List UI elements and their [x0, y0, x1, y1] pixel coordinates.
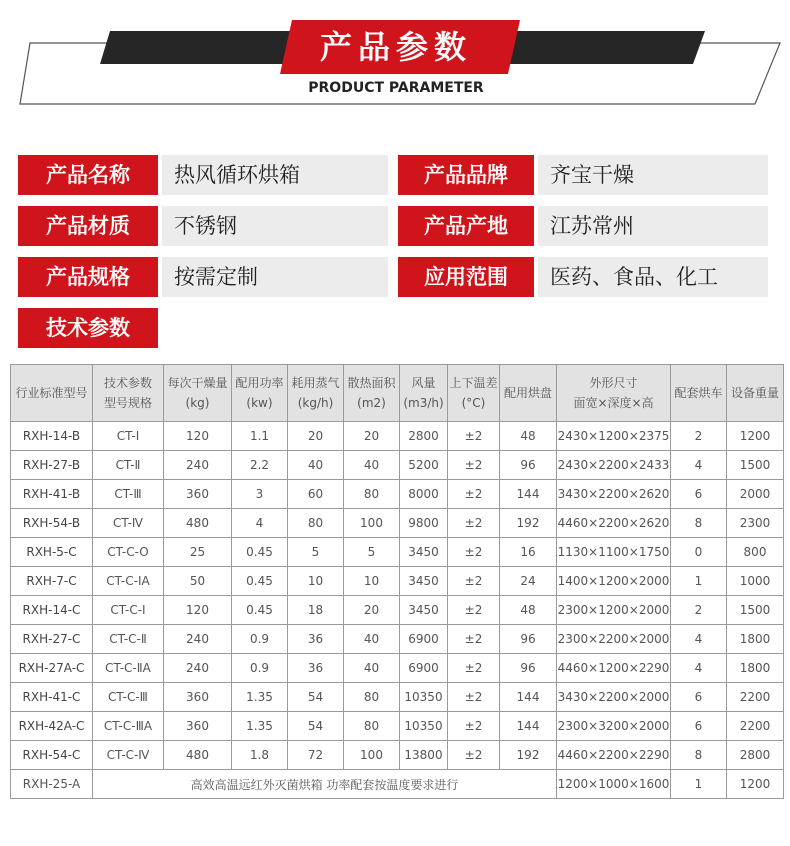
table-cell: 2430×1200×2375 [557, 422, 671, 451]
table-cell: 2300×2200×2000 [557, 625, 671, 654]
table-cell: 40 [344, 451, 400, 480]
table-cell: ±2 [448, 422, 500, 451]
table-cell: 4 [671, 625, 727, 654]
table-cell: 40 [344, 654, 400, 683]
table-cell: ±2 [448, 480, 500, 509]
header-row [11, 365, 784, 422]
table-cell: ±2 [448, 625, 500, 654]
spec-table [10, 364, 784, 799]
header-cell [288, 365, 344, 422]
table-cell: 120 [164, 596, 232, 625]
header-line1: 配用功率 [235, 376, 284, 390]
table-cell: RXH-7-C [11, 567, 93, 596]
table-cell: 16 [500, 538, 557, 567]
table-cell: 360 [164, 683, 232, 712]
table-cell: RXH-54-C [11, 741, 93, 770]
table-cell: 6 [671, 480, 727, 509]
table-cell: 0.9 [232, 654, 288, 683]
table-cell: 1130×1100×1750 [557, 538, 671, 567]
info-value-application: 医药、食品、化工 [538, 257, 768, 297]
product-info [0, 0, 790, 360]
table-cell: 1500 [727, 596, 784, 625]
table-row [11, 712, 784, 741]
header-cell [557, 365, 671, 422]
table-cell: RXH-41-B [11, 480, 93, 509]
header-cell [344, 365, 400, 422]
table-cell: 1.8 [232, 741, 288, 770]
table-row [11, 567, 784, 596]
table-cell: 192 [500, 509, 557, 538]
table-cell: 1.35 [232, 683, 288, 712]
header-line2: (m3/h) [403, 396, 444, 410]
table-cell: 2200 [727, 712, 784, 741]
table-cell: 0.45 [232, 596, 288, 625]
table-cell: 1 [671, 567, 727, 596]
table-cell: 1400×1200×2000 [557, 567, 671, 596]
table-cell: 240 [164, 654, 232, 683]
table-cell: 96 [500, 451, 557, 480]
header-line2: (kg) [185, 396, 210, 410]
table-cell: 3450 [400, 596, 448, 625]
table-cell: 100 [344, 741, 400, 770]
table-cell: 13800 [400, 741, 448, 770]
table-cell: 144 [500, 712, 557, 741]
table-cell: 2 [671, 422, 727, 451]
header-line2: (kw) [246, 396, 273, 410]
table-cell: 3 [232, 480, 288, 509]
table-cell: 80 [344, 712, 400, 741]
table-cell: 18 [288, 596, 344, 625]
table-cell: 6900 [400, 625, 448, 654]
table-cell: RXH-27-C [11, 625, 93, 654]
spec-table-header [11, 365, 784, 422]
table-cell: RXH-54-B [11, 509, 93, 538]
table-cell: 360 [164, 712, 232, 741]
header-cell [11, 365, 93, 422]
table-cell: CT-C-Ⅱ [93, 625, 164, 654]
table-cell: ±2 [448, 683, 500, 712]
model-cell: RXH-25-A [11, 770, 93, 799]
table-cell: 10 [344, 567, 400, 596]
header-cell [671, 365, 727, 422]
header-line1: 散热面积 [347, 376, 396, 390]
table-cell: 2200 [727, 683, 784, 712]
header-line1: 配套烘车 [674, 386, 723, 400]
table-row [11, 683, 784, 712]
table-cell: 54 [288, 712, 344, 741]
table-cell: 144 [500, 480, 557, 509]
carts-cell: 1 [671, 770, 727, 799]
header-cell [727, 365, 784, 422]
table-cell: 96 [500, 654, 557, 683]
header-line1: 耗用蒸气 [291, 376, 340, 390]
table-cell: 1800 [727, 654, 784, 683]
table-cell: RXH-41-C [11, 683, 93, 712]
table-cell: 100 [344, 509, 400, 538]
table-cell: ±2 [448, 596, 500, 625]
table-cell: 5 [344, 538, 400, 567]
table-cell: 2800 [727, 741, 784, 770]
table-cell: 4460×2200×2620 [557, 509, 671, 538]
table-cell: ±2 [448, 538, 500, 567]
table-cell: 2300×3200×2000 [557, 712, 671, 741]
header-cell [500, 365, 557, 422]
table-cell: 360 [164, 480, 232, 509]
table-cell: ±2 [448, 509, 500, 538]
table-cell: CT-C-O [93, 538, 164, 567]
info-label-tech: 技术参数 [18, 308, 158, 348]
table-cell: CT-Ⅱ [93, 451, 164, 480]
table-cell: 480 [164, 509, 232, 538]
table-cell: 80 [344, 480, 400, 509]
table-cell: CT-Ⅳ [93, 509, 164, 538]
table-cell: CT-C-Ⅲ [93, 683, 164, 712]
table-cell: 20 [344, 422, 400, 451]
table-cell: 0.9 [232, 625, 288, 654]
header-line1: 每次干燥量 [167, 376, 228, 390]
table-cell: 4 [671, 654, 727, 683]
table-cell: 1500 [727, 451, 784, 480]
table-cell: 2300×1200×2000 [557, 596, 671, 625]
table-cell: 4 [232, 509, 288, 538]
table-cell: 2800 [400, 422, 448, 451]
table-cell: ±2 [448, 451, 500, 480]
table-cell: 0 [671, 538, 727, 567]
table-cell: 60 [288, 480, 344, 509]
info-label-spec: 产品规格 [18, 257, 158, 297]
table-cell: ±2 [448, 712, 500, 741]
table-cell: 2000 [727, 480, 784, 509]
table-cell: CT-Ⅰ [93, 422, 164, 451]
table-cell: 6900 [400, 654, 448, 683]
table-row [11, 654, 784, 683]
header-line1: 风量 [411, 376, 436, 390]
table-cell: 8 [671, 509, 727, 538]
header-line2: (m2) [357, 396, 386, 410]
header-cell [164, 365, 232, 422]
table-cell: 48 [500, 596, 557, 625]
table-cell: CT-Ⅲ [93, 480, 164, 509]
table-cell: RXH-14-C [11, 596, 93, 625]
table-cell: 10350 [400, 683, 448, 712]
table-cell: RXH-27-B [11, 451, 93, 480]
table-cell: 20 [344, 596, 400, 625]
table-cell: 36 [288, 654, 344, 683]
table-cell: 3430×2200×2000 [557, 683, 671, 712]
spec-table-body [11, 422, 784, 799]
header-cell [448, 365, 500, 422]
info-value-brand: 齐宝干燥 [538, 155, 768, 195]
info-label-application: 应用范围 [398, 257, 534, 297]
table-cell: 4460×2200×2290 [557, 741, 671, 770]
header-line1: 上下温差 [449, 376, 498, 390]
table-cell: 24 [500, 567, 557, 596]
table-row [11, 625, 784, 654]
info-value-spec: 按需定制 [162, 257, 388, 297]
table-row [11, 480, 784, 509]
table-cell: 1800 [727, 625, 784, 654]
table-row [11, 451, 784, 480]
table-cell: 50 [164, 567, 232, 596]
info-label-material: 产品材质 [18, 206, 158, 246]
info-value-name: 热风循环烘箱 [162, 155, 388, 195]
table-cell: 20 [288, 422, 344, 451]
info-value-origin: 江苏常州 [538, 206, 768, 246]
header-line2: (kg/h) [297, 396, 334, 410]
table-cell: RXH-27A-C [11, 654, 93, 683]
table-cell: RXH-14-B [11, 422, 93, 451]
banner-title: 产品参数 [319, 28, 472, 66]
header-cell [400, 365, 448, 422]
info-label-origin: 产品产地 [398, 206, 534, 246]
table-cell: 240 [164, 451, 232, 480]
table-row [11, 422, 784, 451]
table-cell: ±2 [448, 567, 500, 596]
header-line2: 型号规格 [103, 396, 152, 410]
banner-subtitle: PRODUCT PARAMETER [308, 80, 484, 96]
table-cell: 40 [288, 451, 344, 480]
header-line1: 技术参数 [103, 376, 152, 390]
table-row [11, 596, 784, 625]
table-cell: 240 [164, 625, 232, 654]
table-row [11, 538, 784, 567]
table-cell: 3450 [400, 538, 448, 567]
table-cell: CT-C-Ⅳ [93, 741, 164, 770]
table-cell: 480 [164, 741, 232, 770]
table-row-last [11, 770, 784, 799]
table-cell: 80 [344, 683, 400, 712]
table-cell: CT-C-Ⅰ [93, 596, 164, 625]
table-cell: 144 [500, 683, 557, 712]
table-cell: RXH-5-C [11, 538, 93, 567]
table-cell: 40 [344, 625, 400, 654]
table-cell: 1.35 [232, 712, 288, 741]
table-cell: 1.1 [232, 422, 288, 451]
table-cell: 192 [500, 741, 557, 770]
table-cell: ±2 [448, 654, 500, 683]
table-cell: 2.2 [232, 451, 288, 480]
table-cell: 1200 [727, 422, 784, 451]
header-line1: 设备重量 [730, 386, 779, 400]
table-cell: 800 [727, 538, 784, 567]
table-cell: 6 [671, 683, 727, 712]
table-cell: 48 [500, 422, 557, 451]
table-cell: 2430×2200×2433 [557, 451, 671, 480]
table-cell: 96 [500, 625, 557, 654]
table-cell: 4 [671, 451, 727, 480]
table-cell: CT-C-ⅠA [93, 567, 164, 596]
table-cell: 8 [671, 741, 727, 770]
table-cell: 1000 [727, 567, 784, 596]
table-cell: 2300 [727, 509, 784, 538]
header-cell [232, 365, 288, 422]
header-line1: 外形尺寸 [589, 376, 638, 390]
table-cell: 3430×2200×2620 [557, 480, 671, 509]
info-label-name: 产品名称 [18, 155, 158, 195]
table-cell: 0.45 [232, 567, 288, 596]
table-row [11, 741, 784, 770]
table-cell: 36 [288, 625, 344, 654]
header-line1: 行业标准型号 [15, 386, 88, 400]
table-cell: RXH-42A-C [11, 712, 93, 741]
table-cell: 5200 [400, 451, 448, 480]
table-cell: 6 [671, 712, 727, 741]
table-cell: 0.45 [232, 538, 288, 567]
table-cell: ±2 [448, 741, 500, 770]
table-cell: 2 [671, 596, 727, 625]
table-cell: 3450 [400, 567, 448, 596]
table-cell: 120 [164, 422, 232, 451]
table-cell: 10350 [400, 712, 448, 741]
table-cell: 5 [288, 538, 344, 567]
table-cell: 8000 [400, 480, 448, 509]
header-line2: (°C) [461, 396, 486, 410]
table-cell: 10 [288, 567, 344, 596]
table-cell: 4460×1200×2290 [557, 654, 671, 683]
table-cell: CT-C-ⅢA [93, 712, 164, 741]
header-cell [93, 365, 164, 422]
header-line1: 配用烘盘 [503, 386, 552, 400]
table-cell: CT-C-ⅡA [93, 654, 164, 683]
table-cell: 9800 [400, 509, 448, 538]
table-cell: 54 [288, 683, 344, 712]
table-row [11, 509, 784, 538]
table-cell: 80 [288, 509, 344, 538]
size-cell: 1200×1000×1600 [557, 770, 671, 799]
table-cell: 72 [288, 741, 344, 770]
info-value-material: 不锈钢 [162, 206, 388, 246]
weight-cell: 1200 [727, 770, 784, 799]
note-cell: 高效高温远红外灭菌烘箱 功率配套按温度要求进行 [93, 770, 557, 799]
header-line2: 面宽×深度×高 [573, 396, 654, 410]
table-cell: 25 [164, 538, 232, 567]
info-label-brand: 产品品牌 [398, 155, 534, 195]
